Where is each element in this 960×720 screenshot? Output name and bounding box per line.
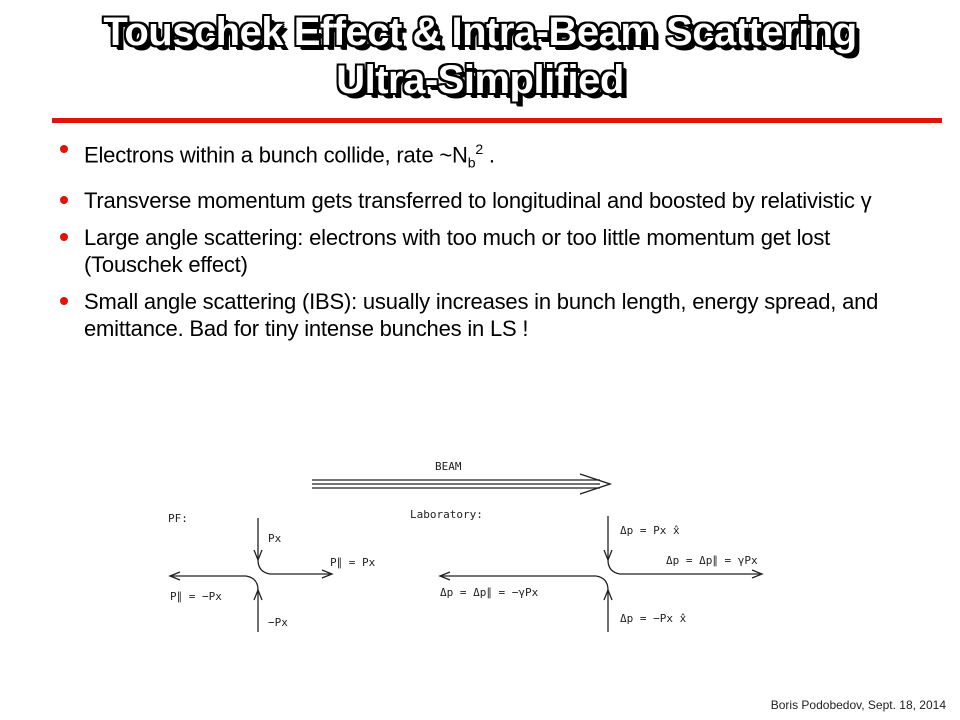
title-divider bbox=[52, 118, 942, 123]
pf-px-top-label: Px bbox=[268, 532, 282, 545]
bullet-dot-icon bbox=[60, 297, 68, 305]
pf-pll-right-label: P∥ = Px bbox=[330, 556, 376, 569]
lab-collision bbox=[440, 516, 762, 632]
bullet-dot-icon bbox=[60, 145, 68, 153]
beam-label: BEAM bbox=[435, 460, 462, 473]
pf-pll-left-label: P∥ = −Px bbox=[170, 590, 222, 603]
bullet-item bbox=[58, 187, 918, 214]
bullet-item bbox=[58, 288, 918, 342]
pf-collision bbox=[170, 518, 332, 632]
lab-dp-left-label: Δp = Δp∥ = −γPx bbox=[440, 586, 539, 599]
laboratory-label: Laboratory: bbox=[410, 508, 483, 521]
bullet-text: Small angle scattering (IBS): usually increases in bunch length, energy spread, and emittance. Bad for tiny intense bunches in LS ! bbox=[84, 288, 879, 341]
bullet-list bbox=[58, 136, 918, 352]
beam-arrow bbox=[312, 474, 610, 494]
slide-title bbox=[0, 8, 960, 104]
lab-dp-top-label: Δp = Px x̂ bbox=[620, 524, 680, 537]
bullet-superscript: 2 bbox=[475, 141, 483, 157]
pf-label: PF: bbox=[168, 512, 188, 525]
bullet-text: Transverse momentum gets transferred to longitudinal and boosted by relativistic γ bbox=[84, 187, 872, 213]
lab-dp-right-label: Δp = Δp∥ = γPx bbox=[666, 554, 758, 567]
bullet-item bbox=[58, 136, 918, 177]
title-line-2: Ultra-Simplified bbox=[336, 58, 624, 102]
scattering-diagram bbox=[140, 450, 840, 650]
bullet-dot-icon bbox=[60, 196, 68, 204]
title-line-1: Touschek Effect & Intra-Beam Scattering bbox=[103, 10, 857, 54]
bullet-text-post: . bbox=[482, 142, 495, 168]
pf-px-bottom-label: −Px bbox=[268, 616, 288, 629]
lab-dp-bottom-label: Δp = −Px x̂ bbox=[620, 612, 687, 625]
bullet-item bbox=[58, 224, 918, 278]
bullet-dot-icon bbox=[60, 233, 68, 241]
footer-credit: Boris Podobedov, Sept. 18, 2014 bbox=[770, 698, 946, 712]
bullet-subscript: b bbox=[467, 154, 476, 171]
bullet-text: Large angle scattering: electrons with too much or too little momentum get lost (Touschek effect) bbox=[84, 224, 831, 277]
bullet-text-pre: Electrons within a bunch collide, rate ~N bbox=[84, 142, 468, 168]
